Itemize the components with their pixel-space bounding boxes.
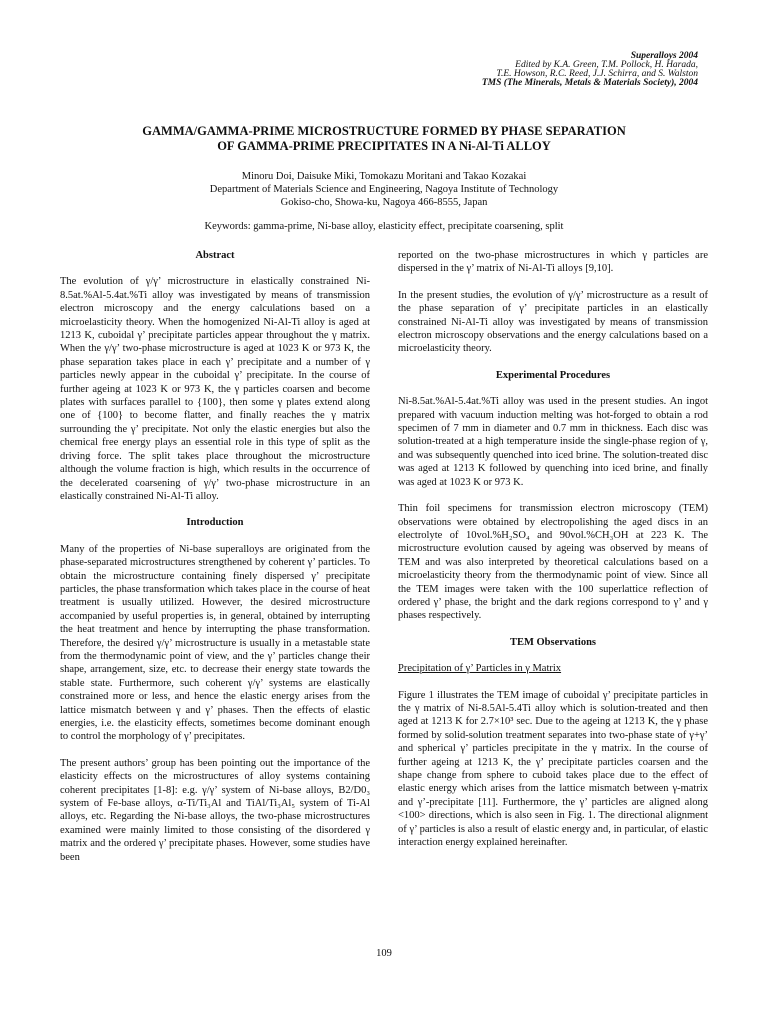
author-department: Department of Materials Science and Engineering, Nagoya Institute of Technology [209, 184, 559, 195]
right-column [398, 249, 708, 862]
tem-subheading: Precipitation of γ’ Particles in γ Matrix [398, 663, 562, 675]
experimental-paragraph-2: Thin foil specimens for transmission electron microscopy (TEM) observations were obtained by electropolishing the aged discs in an electrolyte of 10vol.%H₂SO₄ and 90vol.%CH₃OH at 223 K. The microstructure evolution caused by ageing was observed by means of TEM and was also interpreted by theoretical calculations based on a microelasticity theory from the thermodynamic point of view. Since all the TEM images were taken with the 100 superlattice reflection of ordered γ’ phase, the bright and the dark regions correspond to γ’ and γ phases respectively. [398, 503, 708, 622]
paper-title [60, 124, 708, 154]
tem-paragraph-1: Figure 1 illustrates the TEM image of cuboidal γ’ precipitate particles in the γ matrix of Ni-8.5Al-5.4Ti alloy which is solution-treated and then aged at 1213 K for 2.7×10³ sec. Due to the ageing at 1213 K, the γ phase formed by solid-solution treatment separates into two-phase state of γ+γ’ and spherical γ’ particles precipitate in the γ matrix. In the course of further ageing at 1213 K, the γ’ precipitate particles coarsen and the shape change from sphere to cuboid takes place due to the effect of elastic energy which arises from the lattice mismatch between γ-matrix and γ’-precipitate [11]. Furthermore, the γ’ particles are aligned along <100> directions, which is also seen in Fig. 1. The directional alignment of γ’ particles is also a result of elastic energy and, in particular, of elastic interaction energy explained hereinafter. [398, 689, 708, 849]
introduction-paragraph-2: The present authors’ group has been pointing out the importance of the elasticity effects on the microstructures of alloy systems containing coherent precipitates [1-8]: e.g. γ/γ’ system of Ni-base alloys, B2/D0₃ system of Fe-base alloys, α-Ti/Ti₃Al and TiAl/Ti₃Al₅ system of Ti-Al alloys, etc. Regarding the Ni-base alloys, the two-phase microstructures examined were mainly limited to those consisting of the disordered γ matrix and the ordered γ’ precipitate phases. However, some studies have been [60, 757, 370, 863]
author-block [60, 170, 708, 209]
title-line-2: OF GAMMA-PRIME PRECIPITATES IN A Ni-Al-Ti ALLOY [217, 139, 551, 153]
abstract-heading: Abstract [195, 250, 235, 261]
abstract-text: The evolution of γ/γ’ microstructure in elastically constrained Ni-8.5at.%Al-5.4at.%Ti alloy was investigated by means of transmission electron microscopy and the energy calculations based on a microelasticity theory. When the homogenized Ni-Al-Ti alloy is aged at 1213 K, cuboidal γ’ precipitate particles appear throughout the γ matrix. When the γ/γ’ two-phase microstructure is aged at 1023 K or 973 K, the phase separation takes place in each γ’ precipitate and a number of γ particles newly appear in the cuboidal γ’ precipitate. In the course of further ageing at 1023 K or 973 K, the γ particles coarsen and become plates with surfaces parallel to {100}, then some γ plates extend along one of {100} to become flatter, and finally reaches the γ matrix surrounding the γ’ precipitate. Not only the elastic energies but also the chemical free energy plays an essential role in this type of split as the driving force. The split takes place throughout the microstructure although the volume fraction is high, which results in the occurrence of the decelerated coarsening of γ/γ’ two-phase microstructure in an elastically constrained Ni-Al-Ti alloy. [60, 276, 370, 502]
present-studies-paragraph: In the present studies, the evolution of γ/γ’ microstructure as a result of the phase separation of γ’ precipitate particles in an elastically constrained Ni-Al-Ti alloy was investigated by means of transmission electron microscopy observations and the energy calculations based on a microelasticity theory. [398, 289, 708, 355]
left-column [60, 249, 370, 877]
author-address: Gokiso-cho, Showa-ku, Nagoya 466-8555, Japan [280, 197, 488, 208]
experimental-heading: Experimental Procedures [495, 369, 611, 381]
tem-heading: TEM Observations [509, 636, 597, 648]
editors-line-1: Edited by K.A. Green, T.M. Pollock, H. Harada, [515, 60, 698, 70]
page-number: 109 [376, 948, 392, 959]
author-names: Minoru Doi, Daisuke Miki, Tomokazu Moritani and Takao Kozakai [241, 171, 527, 182]
journal-name: Superalloys 2004 [630, 51, 698, 61]
introduction-heading: Introduction [186, 517, 244, 529]
title-line-1: GAMMA/GAMMA-PRIME MICROSTRUCTURE FORMED BY PHASE SEPARATION [142, 124, 626, 138]
publication-header [378, 52, 698, 88]
introduction-paragraph-1: Many of the properties of Ni-base superalloys are originated from the phase-separated microstructures strengthened by coherent γ’ particles. To obtain the microstructure containing finely dispersed γ’ precipitate particles, the phase transformation which takes place in the course of heat treatment is usually utilized. However, the desired microstructure accompanied by useful properties is, in general, obtained by interrupting the heat treatment and hence by interrupting the phase transformation. Therefore, the desired γ/γ’ microstructure is usually in a metastable state from the thermodynamic point of view, and the γ’ particles change their shape, arrangement, size, etc. to decrease their energy state towards the stable state. Furthermore, such coherent γ/γ’ systems are elastically constrained more or less, and hence the elastic energy arises from the lattice mismatch between γ and γ’ phases. Then the effects of elastic energies, i.e. the elasticity effects, sometimes become dominant enough to control the morphology of γ’ precipitates. [60, 543, 370, 743]
publisher-line: TMS (The Minerals, Metals & Materials Society), 2004 [481, 78, 698, 88]
continued-paragraph: reported on the two-phase microstructures in which γ particles are dispersed in the γ’ matrix of Ni-Al-Ti alloys [9,10]. [398, 250, 708, 275]
editors-line-2: T.E. Howson, R.C. Reed, J.J. Schirra, and S. Walston [496, 69, 698, 79]
experimental-paragraph-1: Ni-8.5at.%Al-5.4at.%Ti alloy was used in the present studies. An ingot prepared with vacuum induction melting was hot-forged to obtain a rod specimen of 7 mm in diameter and 0.7 mm in thickness. Each disc was solution-treated at a high temperature inside the single-phase region of γ, and was subsequently quenched into iced brine. The solution-treated disc was aged at 1213 K followed by quenching into iced brine, and finally was aged at 1023 K or 973 K. [398, 396, 708, 488]
keywords: Keywords: gamma-prime, Ni-base alloy, elasticity effect, precipitate coarsening, split [204, 221, 564, 232]
